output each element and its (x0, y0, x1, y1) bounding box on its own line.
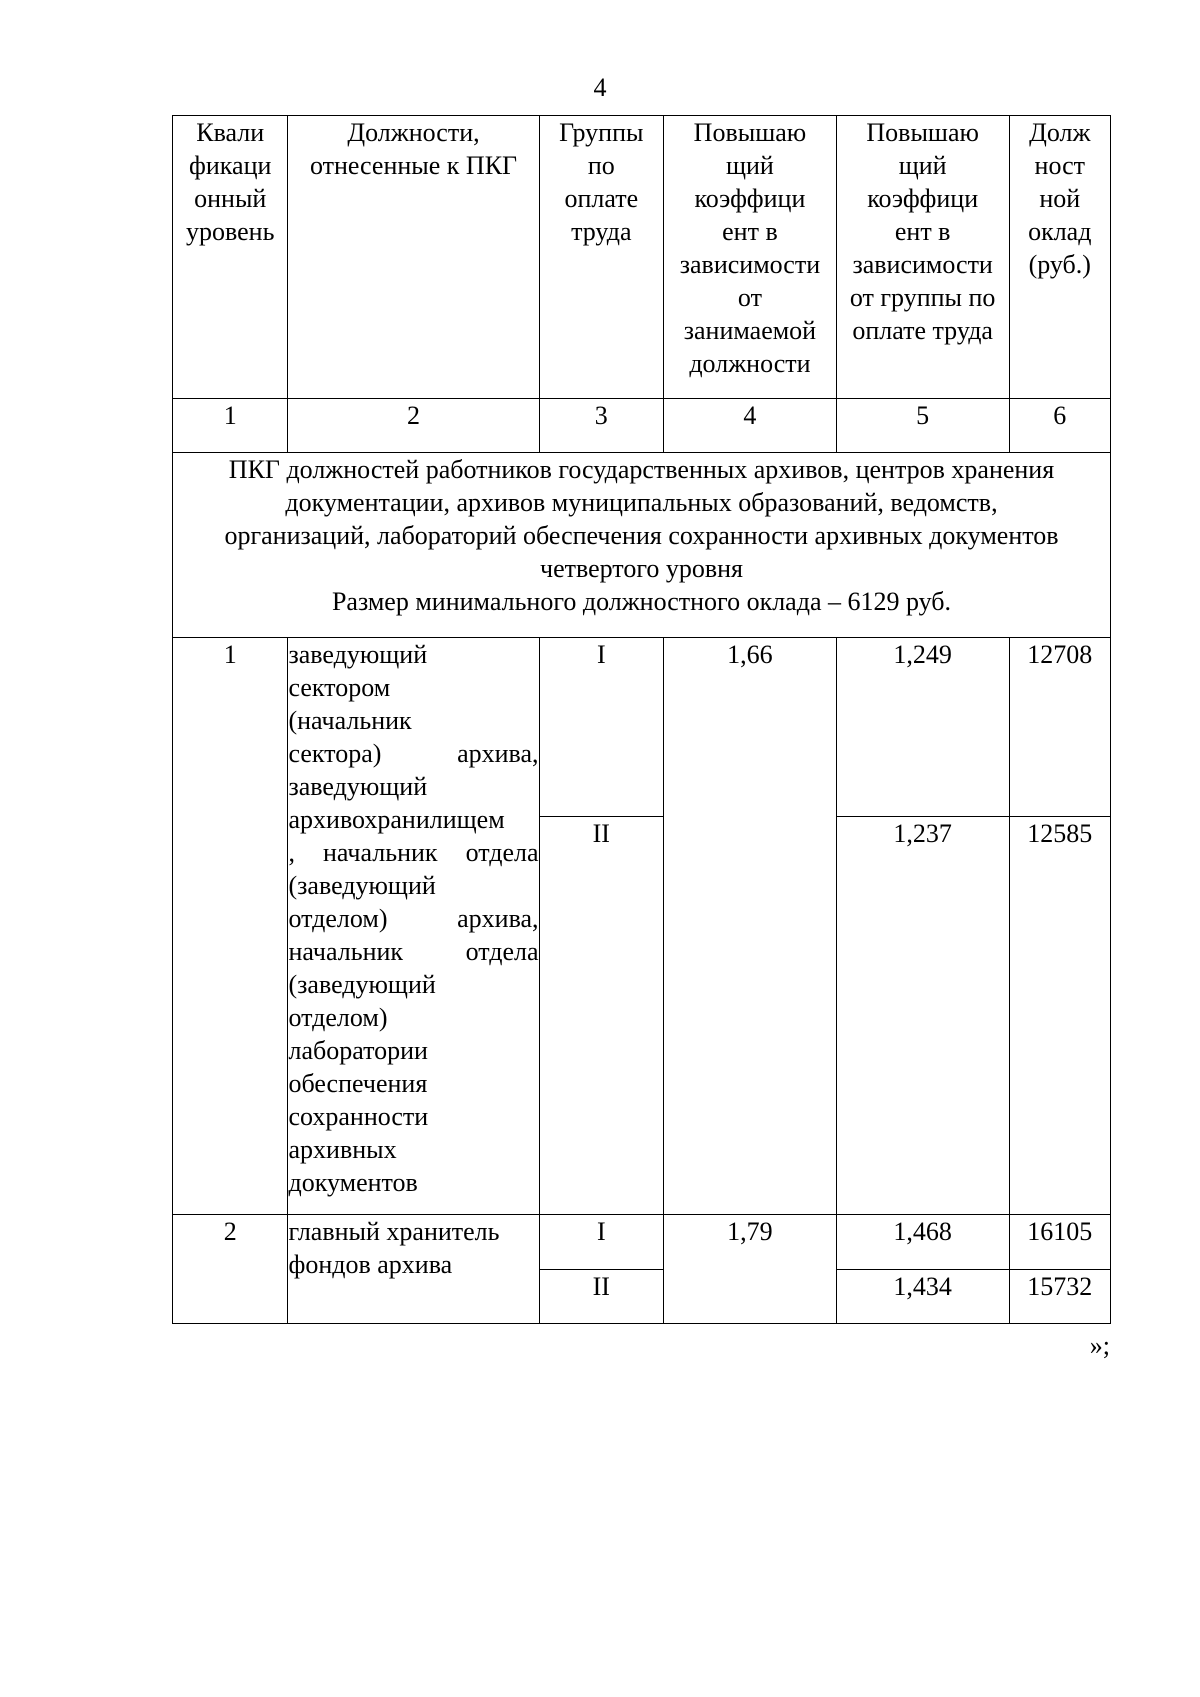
header-pay-groups: Группы по оплате труда (539, 116, 664, 399)
position-description: заведующий сектором (начальник сектора) архива, заведующий архивохранилищем , начальник отдела (заведующий отделом) архива, начальник отдела (заведующий отделом) лаборатории обеспечения сохранности архивных документов (288, 638, 539, 1215)
header-qualification-level: Квали фикаци онный уровень (173, 116, 288, 399)
column-number: 5 (836, 399, 1009, 453)
section-heading-row (173, 453, 1111, 638)
closing-quote-mark: »; (1089, 1331, 1110, 1360)
salary: 15732 (1009, 1270, 1110, 1324)
pay-group: II (539, 817, 664, 1215)
qualification-level: 1 (173, 638, 288, 1215)
pay-group: I (539, 1215, 664, 1270)
group-coefficient: 1,249 (836, 638, 1009, 817)
table-row (173, 638, 1111, 817)
column-number: 1 (173, 399, 288, 453)
position-description: главный хранитель фондов архива (288, 1215, 539, 1324)
column-number: 2 (288, 399, 539, 453)
salary: 12708 (1009, 638, 1110, 817)
qualification-level: 2 (173, 1215, 288, 1324)
header-group-coefficient: Повышаю щий коэффици ент в зависимости от группы по оплате труда (836, 116, 1009, 399)
header-position-coefficient: Повышаю щий коэффици ент в зависимости от занимаемой должности (664, 116, 837, 399)
header-salary: Долж ност ной оклад (руб.) (1009, 116, 1110, 399)
table-row (173, 1215, 1111, 1270)
salary: 16105 (1009, 1215, 1110, 1270)
group-coefficient: 1,237 (836, 817, 1009, 1215)
group-coefficient: 1,468 (836, 1215, 1009, 1270)
page-number: 4 (593, 73, 607, 102)
salary: 12585 (1009, 817, 1110, 1215)
pay-group: II (539, 1270, 664, 1324)
position-coefficient: 1,79 (664, 1215, 837, 1324)
header-positions: Должности, отнесенные к ПКГ (288, 116, 539, 399)
pkg-salary-table (172, 115, 1111, 1324)
section-heading: ПКГ должностей работников государственных архивов, центров хранения документации, архивов муниципальных образований, ведомств, организаций, лабораторий обеспечения сохранности архивных документов четвертого уровня Размер минимального должностного оклада – 6129 руб. (173, 453, 1111, 638)
column-number: 6 (1009, 399, 1110, 453)
group-coefficient: 1,434 (836, 1270, 1009, 1324)
column-number-row (173, 399, 1111, 453)
position-coefficient: 1,66 (664, 638, 837, 1215)
column-number: 3 (539, 399, 664, 453)
pay-group: I (539, 638, 664, 817)
column-number: 4 (664, 399, 837, 453)
header-row (173, 116, 1111, 399)
